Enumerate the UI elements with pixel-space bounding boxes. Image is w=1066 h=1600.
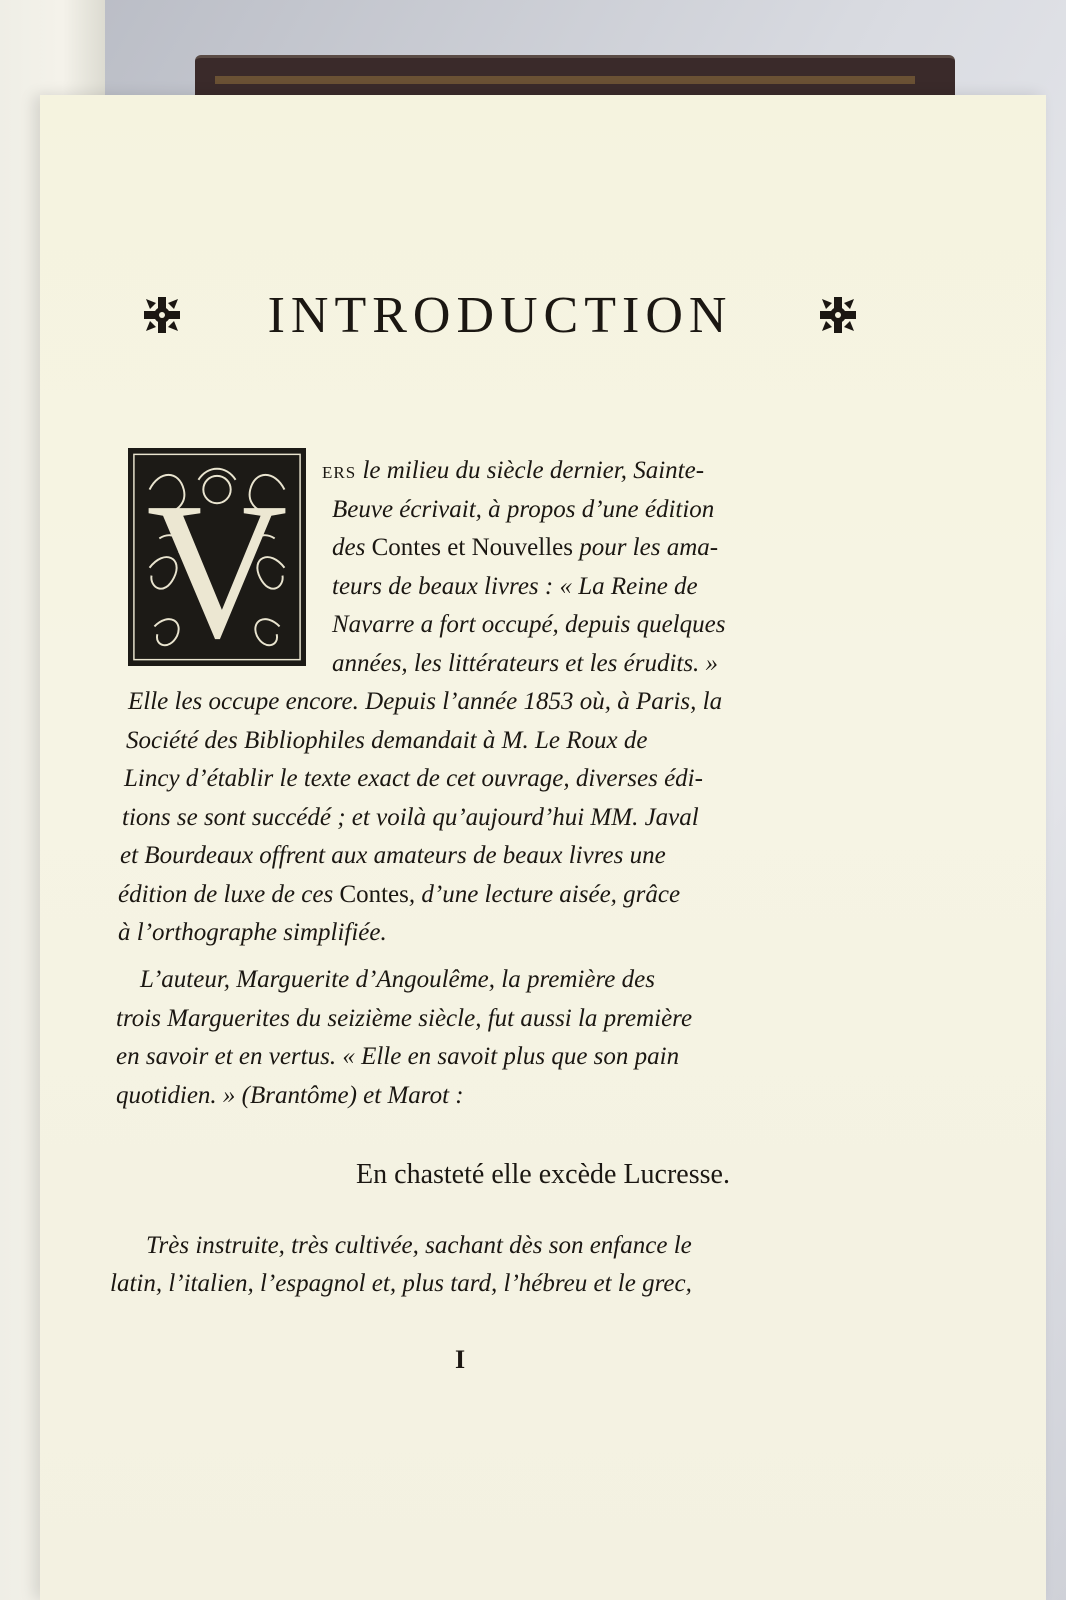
text-segment: pour les ama- [572, 534, 719, 561]
title-row [140, 275, 860, 355]
text-line: teurs de beaux livres : « La Reine de [332, 573, 698, 600]
text-line: Navarre a fort occupé, depuis quelques [332, 611, 726, 638]
page-number: I [454, 1345, 466, 1374]
small-caps-text: ERS [322, 463, 357, 482]
text-line [332, 529, 718, 568]
text-line: Société des Bibliophiles demandait à M. Le Roux de [126, 727, 648, 754]
text-line: Beuve écrivait, à propos d’une édition [332, 496, 715, 523]
text-line: Elle les occupe encore. Depuis l’année 1853 où, à Paris, la [128, 688, 723, 715]
text-line: latin, l’italien, l’espagnol et, plus tard, l’hébreu et le grec, [110, 1270, 692, 1297]
drop-cap-initial [128, 448, 306, 666]
text-segment: le milieu du siècle dernier, Sainte- [356, 457, 705, 484]
text-line [118, 876, 680, 915]
book-title-text: Contes [339, 881, 409, 908]
text-line: Très instruite, très cultivée, sachant dès son enfance le [146, 1232, 692, 1259]
text-line: L’auteur, Marguerite d’Angoulême, la première des [140, 966, 655, 993]
text-line: et Bourdeaux offrent aux amateurs de beaux livres une [120, 842, 666, 869]
text-line: quotidien. » (Brantôme) et Marot : [116, 1082, 464, 1109]
page-title: INTRODUCTION [267, 286, 733, 344]
text-line: trois Marguerites du seizième siècle, fut aussi la première [116, 1005, 693, 1032]
svg-text:V: V [146, 463, 288, 664]
book-page [40, 95, 1046, 1600]
text-segment: édition de luxe de ces [118, 881, 340, 908]
text-line: à l’orthographe simplifiée. [118, 919, 387, 946]
cross-ornament-icon [140, 293, 184, 337]
text-line: Lincy d’établir le texte exact de cet ouvrage, diverses édi- [124, 765, 703, 792]
text-line: en savoir et en vertus. « Elle en savoit plus que son pain [116, 1043, 680, 1070]
text-line: tions se sont succédé ; et voilà qu’aujourd’hui MM. Javal [122, 804, 699, 831]
cross-ornament-icon [816, 293, 860, 337]
text-segment: , d’une lecture aisée, grâce [408, 881, 681, 908]
book-title-text: Contes et Nouvelles [371, 534, 573, 561]
text-line [322, 452, 704, 493]
text-segment: des [332, 534, 372, 561]
verse-quotation: En chasteté elle excède Lucresse. [356, 1159, 730, 1190]
text-line: années, les littérateurs et les érudits. » [332, 650, 719, 677]
